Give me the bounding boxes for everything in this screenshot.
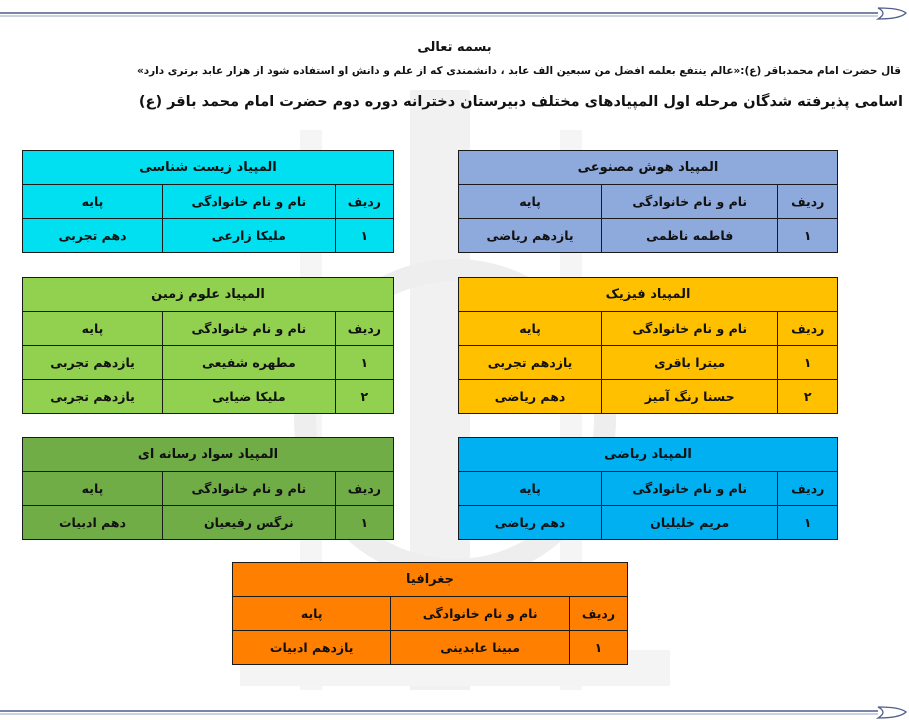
olympiad-table-geography (232, 562, 628, 665)
olympiad-title: المپیاد سواد رسانه ای (23, 438, 394, 472)
student-grade: یازدهم تجربی (459, 346, 602, 380)
table-row (459, 346, 838, 380)
bottom-border-ornament (0, 706, 909, 720)
table-row (459, 506, 838, 540)
header-grade: پایه (459, 312, 602, 346)
header-row-no: ردیف (335, 185, 393, 219)
hadith-quote: قال حضرت امام محمدباقر (ع):«عالم ینتفع بعلمه افضل من سبعین الف عابد ، دانشمندی که از علم و دانش او استفاده شود از هزار عابد برتری دارد» (136, 65, 901, 77)
olympiad-table-ai (458, 150, 838, 253)
student-grade: یازدهم تجربی (23, 346, 163, 380)
olympiad-caption-row (459, 151, 838, 185)
header-name: نام و نام خانوادگی (602, 185, 778, 219)
table-row (459, 380, 838, 414)
column-header-row (459, 185, 838, 219)
bismillah-heading: بسمه تعالی (417, 40, 492, 55)
olympiad-caption-row (233, 563, 628, 597)
student-grade: یازدهم ریاضی (459, 219, 602, 253)
column-header-row (23, 312, 394, 346)
olympiad-caption-row (23, 438, 394, 472)
column-header-row (23, 185, 394, 219)
header-name: نام و نام خانوادگی (163, 312, 336, 346)
student-grade: دهم ادبیات (23, 506, 163, 540)
student-grade: یازدهم ادبیات (233, 631, 391, 665)
row-number: ۱ (335, 219, 393, 253)
row-number: ۱ (778, 506, 838, 540)
olympiad-title: جغرافیا (233, 563, 628, 597)
header-name: نام و نام خانوادگی (602, 312, 778, 346)
row-number: ۲ (335, 380, 393, 414)
olympiad-table-earth-sciences (22, 277, 394, 414)
row-number: ۱ (778, 219, 838, 253)
olympiad-table-physics (458, 277, 838, 414)
student-name: نرگس رفیعیان (163, 506, 336, 540)
header-row-no: ردیف (335, 472, 393, 506)
header-row-no: ردیف (335, 312, 393, 346)
header-grade: پایه (23, 312, 163, 346)
olympiad-caption-row (23, 278, 394, 312)
table-row (23, 219, 394, 253)
student-name: حسنا رنگ آمیز (602, 380, 778, 414)
olympiad-caption-row (23, 151, 394, 185)
olympiad-table-math (458, 437, 838, 540)
header-grade: پایه (459, 185, 602, 219)
student-name: ملیکا زارعی (163, 219, 336, 253)
top-border-ornament (0, 6, 909, 20)
student-grade: یازدهم تجربی (23, 380, 163, 414)
table-row (23, 346, 394, 380)
header-grade: پایه (459, 472, 602, 506)
column-header-row (459, 312, 838, 346)
olympiad-title: المپیاد علوم زمین (23, 278, 394, 312)
olympiad-table-biology (22, 150, 394, 253)
olympiad-title: المپیاد فیزیک (459, 278, 838, 312)
table-row (23, 380, 394, 414)
row-number: ۱ (335, 346, 393, 380)
header-name: نام و نام خانوادگی (163, 472, 336, 506)
student-name: مریم خلیلیان (602, 506, 778, 540)
olympiad-title: المپیاد ریاضی (459, 438, 838, 472)
student-name: ملیکا ضیایی (163, 380, 336, 414)
student-name: فاطمه ناظمی (602, 219, 778, 253)
header-grade: پایه (233, 597, 391, 631)
olympiad-title: المپیاد زیست شناسی (23, 151, 394, 185)
header-row-no: ردیف (569, 597, 627, 631)
student-grade: دهم تجربی (23, 219, 163, 253)
row-number: ۱ (569, 631, 627, 665)
student-name: مبینا عابدینی (391, 631, 569, 665)
header-row-no: ردیف (778, 312, 838, 346)
table-row (23, 506, 394, 540)
olympiad-table-media-literacy (22, 437, 394, 540)
row-number: ۱ (335, 506, 393, 540)
column-header-row (459, 472, 838, 506)
olympiad-caption-row (459, 278, 838, 312)
header-grade: پایه (23, 185, 163, 219)
olympiad-caption-row (459, 438, 838, 472)
page-title: اسامی پذیرفته شدگان مرحله اول المپیادهای مختلف دبیرستان دخترانه دوره دوم حضرت امام محمد باقر (ع) (138, 94, 903, 110)
student-grade: دهم ریاضی (459, 506, 602, 540)
header-grade: پایه (23, 472, 163, 506)
column-header-row (23, 472, 394, 506)
student-name: میترا باقری (602, 346, 778, 380)
row-number: ۱ (778, 346, 838, 380)
student-grade: دهم ریاضی (459, 380, 602, 414)
table-row (233, 631, 628, 665)
header-row-no: ردیف (778, 472, 838, 506)
column-header-row (233, 597, 628, 631)
olympiad-title: المپیاد هوش مصنوعی (459, 151, 838, 185)
student-name: مطهره شفیعی (163, 346, 336, 380)
header-row-no: ردیف (778, 185, 838, 219)
header-name: نام و نام خانوادگی (391, 597, 569, 631)
row-number: ۲ (778, 380, 838, 414)
table-row (459, 219, 838, 253)
header-name: نام و نام خانوادگی (163, 185, 336, 219)
header-name: نام و نام خانوادگی (602, 472, 778, 506)
